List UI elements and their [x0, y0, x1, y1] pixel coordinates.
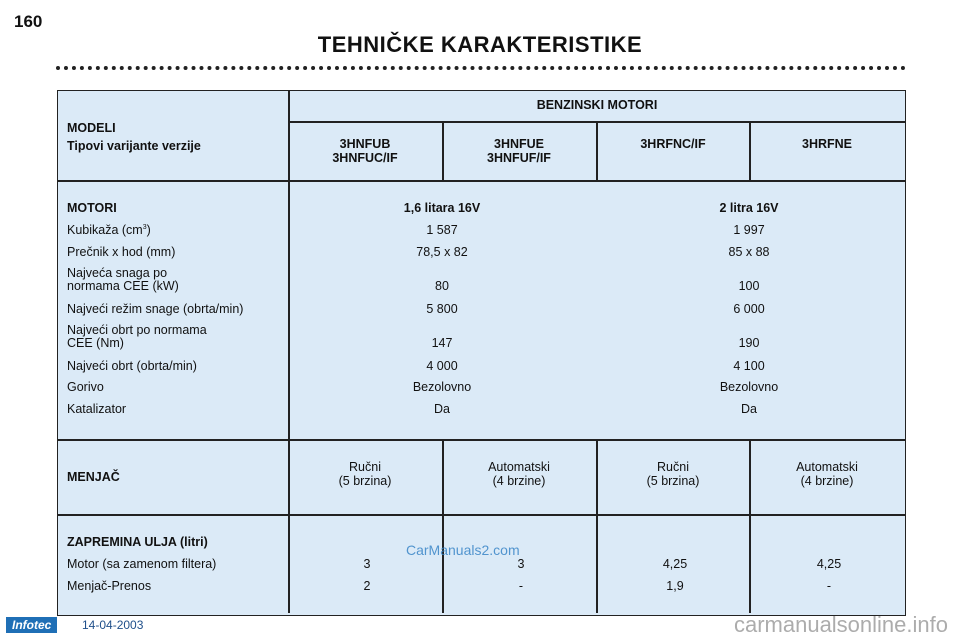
variant-col2-line2: 3HNFUF/IF	[487, 151, 551, 165]
page-number: 160	[14, 12, 43, 31]
spec-label-fuel: Gorivo	[67, 380, 104, 394]
page-title: TEHNIČKE KARAKTERISTIKE	[317, 32, 643, 57]
engine-group-header: BENZINSKI MOTORI	[536, 98, 658, 112]
spec-value-a: 4 000	[426, 359, 458, 373]
variant-col1-line1: 3HNFUB	[339, 137, 391, 151]
variant-col2-line1: 3HNFUE	[493, 137, 545, 151]
spec-value-b: Bezolovno	[719, 380, 779, 394]
oil-capacity-label: ZAPREMINA ULJA (litri)	[67, 535, 208, 549]
variant-col1-line2: 3HNFUC/IF	[332, 151, 398, 165]
gearbox-speeds: (4 brzine)	[492, 474, 546, 488]
spec-value-a: 147	[431, 336, 453, 350]
oil-gearbox-label: Menjač-Prenos	[67, 579, 152, 593]
row-divider	[58, 514, 905, 516]
gearbox-speeds: (5 brzina)	[646, 474, 700, 488]
dotted-divider	[56, 66, 906, 70]
spec-label-bore-stroke: Prečnik x hod (mm)	[67, 245, 176, 259]
oil-motor-value: 4,25	[662, 557, 688, 571]
column-divider	[749, 121, 751, 181]
spec-value-a: Bezolovno	[412, 380, 472, 394]
watermark: CarManuals2.com	[406, 542, 520, 558]
variant-col4: 3HRFNE	[801, 137, 853, 151]
engine-a-name: 1,6 litara 16V	[403, 201, 481, 215]
gearbox-speeds: (4 brzine)	[800, 474, 854, 488]
spec-label-power-line1: Najveća snaga po	[67, 266, 168, 280]
spec-value-a: 78,5 x 82	[416, 245, 468, 259]
oil-motor-label: Motor (sa zamenom filtera)	[67, 557, 217, 571]
spec-label-torque-line2: CEE (Nm)	[67, 336, 124, 350]
oil-gearbox-value: -	[826, 579, 832, 593]
spec-value-a: 5 800	[426, 302, 458, 316]
column-divider	[749, 440, 751, 613]
spec-label-catalyst: Katalizator	[67, 402, 127, 416]
row-divider	[58, 180, 905, 182]
spec-label-torque-line1: Najveći obrt po normama	[67, 323, 207, 337]
oil-motor-value: 4,25	[816, 557, 842, 571]
oil-gearbox-value: 2	[363, 579, 371, 593]
gearbox-type: Ručni	[657, 460, 689, 474]
site-watermark: carmanualsonline.info	[733, 612, 948, 637]
brand-logo: Infotec	[6, 617, 57, 633]
spec-value-b: 85 x 88	[728, 245, 770, 259]
spec-label-displacement: Kubikaža $(cm^3)$	[67, 223, 151, 237]
variant-col3: 3HRFNC/IF	[640, 137, 706, 151]
models-label: MODELI	[67, 121, 116, 135]
oil-gearbox-value: -	[518, 579, 524, 593]
oil-motor-value: 3	[517, 557, 525, 571]
oil-motor-value: 3	[363, 557, 371, 571]
column-divider	[442, 440, 444, 613]
spec-value-a: Da	[434, 402, 450, 416]
spec-value-b: 100	[738, 279, 760, 293]
engine-b-name: 2 litra 16V	[719, 201, 779, 215]
spec-label-power-rpm: Najveći režim snage (obrta/min)	[67, 302, 244, 316]
row-divider	[288, 121, 905, 123]
spec-value-b: Da	[741, 402, 757, 416]
gearbox-label: MENJAČ	[67, 470, 120, 484]
spec-value-b: 4 100	[733, 359, 765, 373]
motors-label: MOTORI	[67, 201, 117, 215]
gearbox-speeds: (5 brzina)	[338, 474, 392, 488]
publication-date: 14-04-2003	[82, 618, 144, 632]
gearbox-type: Automatski	[488, 460, 550, 474]
gearbox-type: Ručni	[349, 460, 381, 474]
spec-value-b: 1 997	[733, 223, 765, 237]
variants-label: Tipovi varijante verzije	[67, 139, 201, 153]
spec-value-a: 1 587	[426, 223, 458, 237]
spec-value-a: 80	[435, 279, 449, 293]
row-divider	[58, 439, 905, 441]
spec-value-b: 6 000	[733, 302, 765, 316]
column-divider	[596, 121, 598, 181]
spec-label-torque-rpm: Najveći obrt (obrta/min)	[67, 359, 197, 373]
column-divider	[442, 121, 444, 181]
specifications-table	[57, 90, 906, 616]
spec-label-power-line2: normama CEE (kW)	[67, 279, 179, 293]
spec-value-b: 190	[738, 336, 760, 350]
column-divider	[596, 440, 598, 613]
oil-gearbox-value: 1,9	[666, 579, 684, 593]
gearbox-type: Automatski	[796, 460, 858, 474]
column-divider	[288, 91, 290, 613]
